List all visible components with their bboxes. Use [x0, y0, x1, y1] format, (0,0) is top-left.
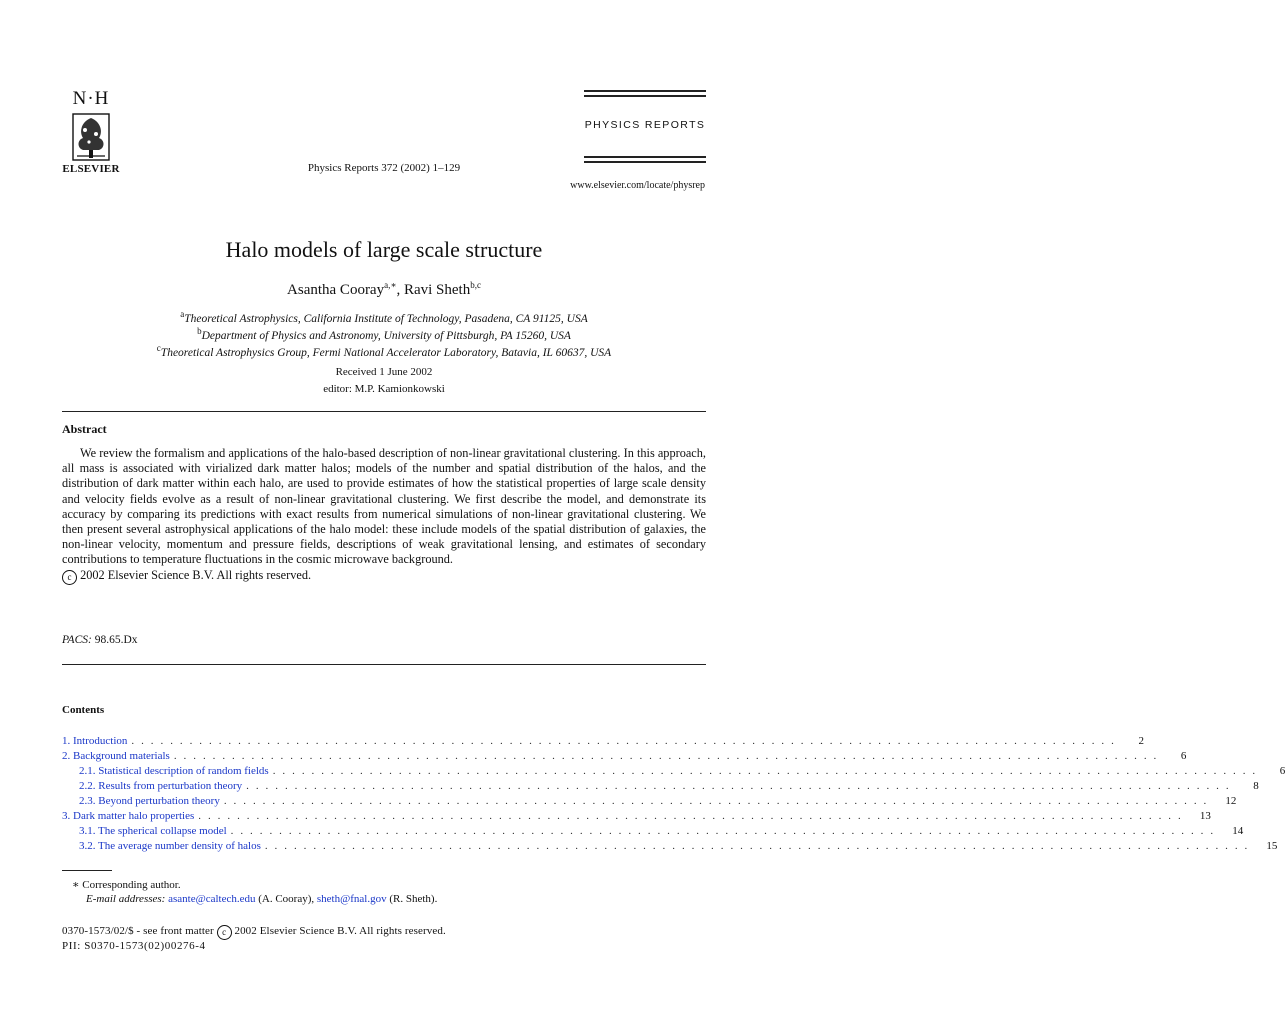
toc-link[interactable]: 3.1. The spherical collapse model: [79, 825, 227, 837]
toc-entry[interactable]: [62, 810, 1211, 825]
masthead-rule: [584, 161, 706, 163]
toc-leader: . . . . . . . . . . . . . . . . . . . . . . . . . . . . . . . . . . . . . . . . . . . . . . . . . . . . . . . . . . . . . . . . . . . . . . . . . . . . . . . . . . . . . . . . . . . . . . . . . . . . . .: [246, 780, 1231, 792]
toc-page-number: 8: [1253, 780, 1259, 792]
author-name: Asantha Cooray: [287, 282, 385, 298]
toc-link[interactable]: 2. Background materials: [62, 750, 170, 762]
affiliation-mark: a: [180, 309, 185, 319]
pii-line: PII: S0370-1573(02)00276-4: [62, 940, 206, 952]
author-name: Ravi Sheth: [403, 282, 471, 298]
masthead-rule: [584, 90, 706, 92]
journal-url[interactable]: www.elsevier.com/locate/physrep: [570, 180, 705, 191]
toc-entry[interactable]: [62, 840, 1278, 855]
toc-leader: . . . . . . . . . . . . . . . . . . . . . . . . . . . . . . . . . . . . . . . . . . . . . . . . . . . . . . . . . . . . . . . . . . . . . . . . . . . . . . . . . . . . . . . . . . . . . . . . . . . . . .: [198, 810, 1183, 822]
copyright-icon: c: [62, 570, 77, 585]
masthead-rule: [584, 95, 706, 97]
masthead-rule: [584, 156, 706, 158]
section-divider: [62, 411, 706, 412]
editor-line: editor: M.P. Kamionkowski: [323, 383, 445, 395]
elsevier-tree-icon: [69, 112, 113, 162]
contents-heading: Contents: [62, 704, 105, 716]
toc-entry[interactable]: [62, 780, 1259, 795]
affiliation-text: Department of Physics and Astronomy, University of Pittsburgh, PA 15260, USA: [201, 329, 571, 342]
front-matter-line: [62, 925, 446, 940]
footnote-emails: [86, 893, 437, 905]
front-matter-copyright: 2002 Elsevier Science B.V. All rights reserved.: [234, 925, 446, 937]
journal-masthead: [584, 90, 706, 162]
footnote-rule: [62, 870, 112, 871]
toc-entry[interactable]: [62, 795, 1237, 810]
author-separator: ,: [396, 282, 404, 298]
toc-entry[interactable]: [62, 735, 1144, 750]
toc-leader: . . . . . . . . . . . . . . . . . . . . . . . . . . . . . . . . . . . . . . . . . . . . . . . . . . . . . . . . . . . . . . . . . . . . . . . . . . . . . . . . . . . . . . . . . . . . . . . . . . . . . .: [173, 750, 1159, 762]
footnote-corresponding: ∗ Corresponding author.: [72, 879, 181, 891]
affiliation-mark: b: [197, 326, 202, 336]
toc-link[interactable]: 2.1. Statistical description of random fields: [79, 765, 269, 777]
toc-link[interactable]: 3. Dark matter halo properties: [62, 810, 195, 822]
toc-page-number: 14: [1232, 825, 1244, 837]
toc-page-number: 12: [1225, 795, 1237, 807]
email-owner: (R. Sheth).: [389, 893, 438, 905]
received-date: Received 1 June 2002: [335, 366, 433, 378]
journal-reference: Physics Reports 372 (2002) 1–129: [307, 162, 461, 174]
copyright-icon: c: [217, 925, 232, 940]
email-owner: (A. Cooray),: [258, 893, 315, 905]
toc-leader: . . . . . . . . . . . . . . . . . . . . . . . . . . . . . . . . . . . . . . . . . . . . . . . . . . . . . . . . . . . . . . . . . . . . . . . . . . . . . . . . . . . . . . . . . . . . . . . . . . . . . .: [131, 735, 1116, 747]
table-of-contents: [62, 735, 1285, 855]
toc-entry[interactable]: [62, 825, 1244, 840]
email-label: E-mail addresses:: [86, 893, 166, 905]
author-list: [0, 280, 768, 299]
affiliation: [0, 309, 768, 325]
affiliation-mark: c: [156, 343, 161, 353]
toc-leader: . . . . . . . . . . . . . . . . . . . . . . . . . . . . . . . . . . . . . . . . . . . . . . . . . . . . . . . . . . . . . . . . . . . . . . . . . . . . . . . . . . . . . . . . . . . . . . . . . . . . . .: [230, 825, 1216, 837]
affiliation-text: Theoretical Astrophysics, California Institute of Technology, Pasadena, CA 91125, USA: [184, 312, 588, 325]
section-divider: [62, 664, 706, 665]
author-marks: a,∗: [384, 280, 397, 290]
toc-leader: . . . . . . . . . . . . . . . . . . . . . . . . . . . . . . . . . . . . . . . . . . . . . . . . . . . . . . . . . . . . . . . . . . . . . . . . . . . . . . . . . . . . . . . . . . . . . . . . . . . . . .: [264, 840, 1250, 852]
publisher-name: ELSEVIER: [62, 163, 120, 175]
pacs-value: 98.65.Dx: [94, 634, 138, 646]
abstract-body: [62, 446, 706, 585]
toc-link[interactable]: 2.2. Results from perturbation theory: [79, 780, 243, 792]
toc-link[interactable]: 3.2. The average number density of halos: [79, 840, 261, 852]
toc-page-number: 13: [1199, 810, 1211, 822]
article-title: Halo models of large scale structure: [225, 237, 543, 262]
author-marks: b,c: [470, 280, 481, 290]
affiliation: [0, 326, 768, 342]
logo-nh-text: N·H: [72, 88, 110, 109]
issn-line: 0370-1573/02/$ - see front matter: [62, 925, 214, 937]
email-link[interactable]: sheth@fnal.gov: [316, 893, 387, 905]
abstract-copyright: 2002 Elsevier Science B.V. All rights reserved.: [80, 567, 312, 582]
toc-leader: . . . . . . . . . . . . . . . . . . . . . . . . . . . . . . . . . . . . . . . . . . . . . . . . . . . . . . . . . . . . . . . . . . . . . . . . . . . . . . . . . . . . . . . . . . . . . . . . . . . . . .: [223, 795, 1209, 807]
toc-page-number: 6: [1279, 765, 1285, 777]
toc-page-number: 2: [1138, 735, 1144, 747]
affiliation: [0, 343, 768, 359]
toc-leader: . . . . . . . . . . . . . . . . . . . . . . . . . . . . . . . . . . . . . . . . . . . . . . . . . . . . . . . . . . . . . . . . . . . . . . . . . . . . . . . . . . . . . . . . . . . . . . . . . . . . . .: [272, 765, 1258, 777]
toc-entry[interactable]: [62, 765, 1285, 780]
affiliation-text: Theoretical Astrophysics Group, Fermi National Accelerator Laboratory, Batavia, IL 60637, USA: [160, 346, 612, 359]
toc-link[interactable]: 2.3. Beyond perturbation theory: [79, 795, 220, 807]
toc-page-number: 6: [1180, 750, 1187, 762]
toc-link[interactable]: 1. Introduction: [62, 735, 128, 747]
pacs-label: PACS:: [62, 634, 92, 646]
email-link[interactable]: asante@caltech.edu: [168, 893, 256, 905]
toc-page-number: 15: [1266, 840, 1278, 852]
pacs-line: [62, 634, 138, 646]
journal-name: PHYSICS REPORTS: [584, 119, 706, 131]
abstract-text: We review the formalism and applications of the halo-based description of non-linear gravitational clustering. In this approach, all mass is associated with virialized dark matter halos; models of the number and spatial distribution of the halos, and the distribution of dark matter within each halo, are used to provide estimates of how the statistical properties of large scale density and velocity fields evolve as a result of non-linear gravitational clustering. We first describe the model, and demonstrate its accuracy by comparing its predictions with exact results from numerical simulations of non-linear gravitational clustering. We then present several astrophysical applications of the halo model: these include models of the spatial distribution of galaxies, the non-linear velocity, momentum and pressure fields, descriptions of weak gravitational lensing, and estimates of secondary contributions to temperature fluctuations in the cosmic microwave background.: [62, 446, 706, 567]
toc-entry[interactable]: [62, 750, 1187, 765]
abstract-heading: Abstract: [62, 422, 107, 436]
